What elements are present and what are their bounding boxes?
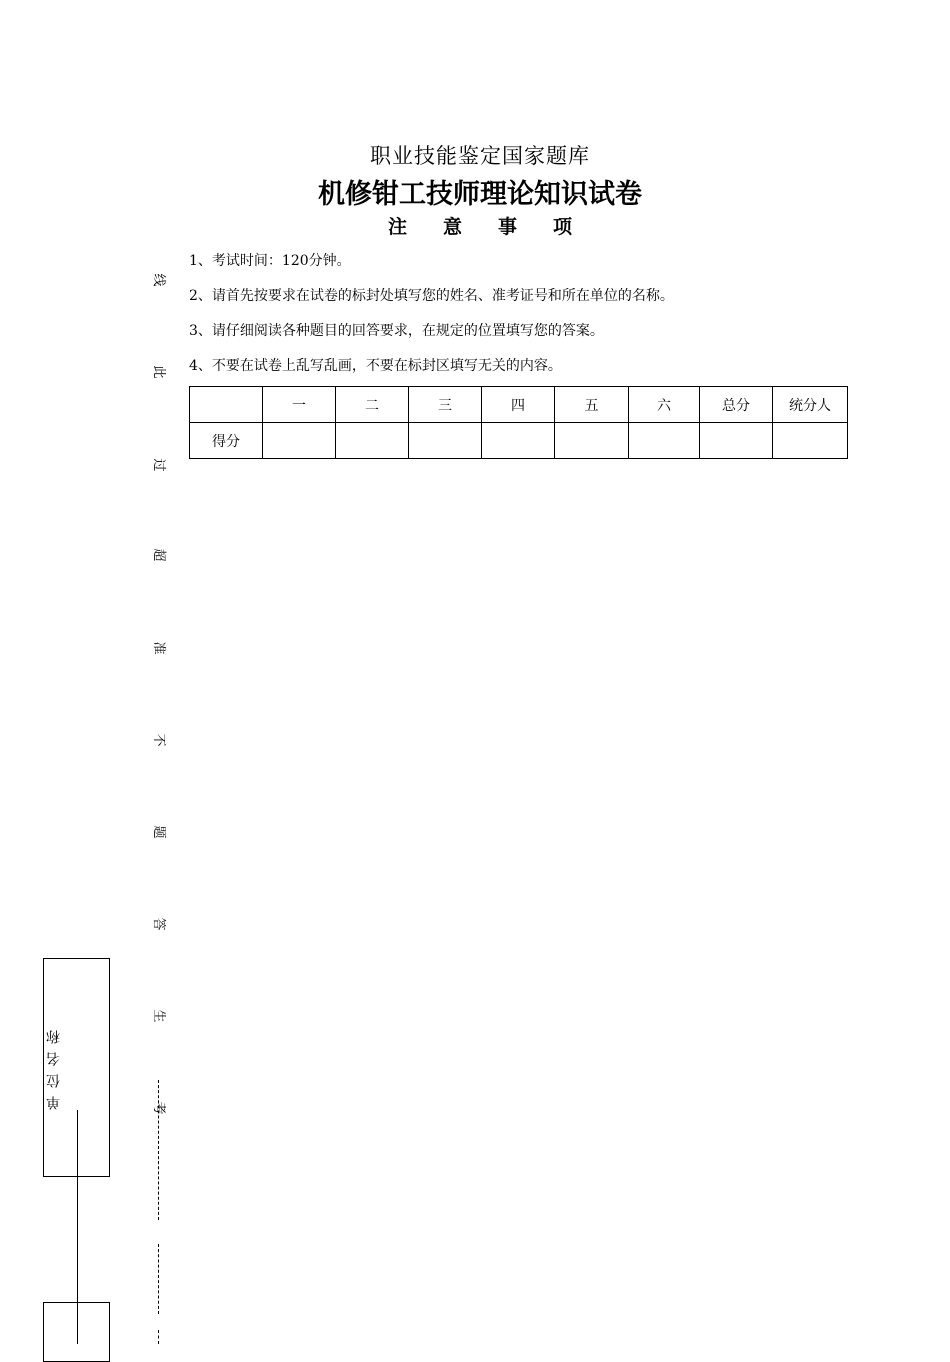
margin-char: 过 <box>151 458 166 472</box>
score-table-score-row <box>190 423 848 459</box>
seal-dashed-line <box>158 1244 159 1314</box>
seal-dashed-line <box>158 1080 159 1220</box>
score-table-header-cell: 三 <box>409 387 482 423</box>
instruction-item: 3、请仔细阅读各种题目的回答要求，在规定的位置填写您的答案。 <box>189 323 604 339</box>
score-cell[interactable] <box>263 423 336 459</box>
seal-dashed-line <box>158 1330 159 1344</box>
margin-char: 此 <box>151 365 166 379</box>
score-cell[interactable] <box>700 423 773 459</box>
margin-char: 线 <box>151 273 166 287</box>
score-table-header-cell: 一 <box>263 387 336 423</box>
score-table-header-row <box>190 387 848 423</box>
score-table-header-cell: 二 <box>336 387 409 423</box>
exam-bank-subtitle: 职业技能鉴定国家题库 <box>370 144 590 168</box>
instructions-list <box>189 251 869 391</box>
score-cell[interactable] <box>482 423 555 459</box>
instruction-item: 2、请首先按要求在试卷的标封处填写您的姓名、准考证号和所在单位的名称。 <box>189 288 674 304</box>
score-table-header-cell <box>190 387 263 423</box>
score-table-header-cell: 五 <box>555 387 629 423</box>
score-cell[interactable] <box>629 423 700 459</box>
unit-name-label: 单位名称 <box>46 1022 62 1110</box>
instruction-item: 1、考试时间：120分钟。 <box>189 253 351 269</box>
margin-char: 超 <box>151 548 166 562</box>
score-table-header-cell: 六 <box>629 387 700 423</box>
score-cell[interactable] <box>409 423 482 459</box>
instruction-item: 4、不要在试卷上乱写乱画，不要在标封区填写无关的内容。 <box>189 358 562 374</box>
score-cell[interactable] <box>773 423 848 459</box>
score-table-header-cell: 统分人 <box>773 387 848 423</box>
margin-char: 考 <box>151 1101 166 1115</box>
score-cell[interactable] <box>336 423 409 459</box>
score-cell[interactable] <box>555 423 629 459</box>
notice-heading: 注意事项 <box>387 216 608 238</box>
candidate-info-box <box>43 1302 110 1362</box>
margin-char: 生 <box>151 1009 166 1023</box>
margin-char: 准 <box>151 641 166 655</box>
exam-title: 机修钳工技师理论知识试卷 <box>318 179 642 210</box>
margin-char: 题 <box>151 825 166 839</box>
margin-char: 答 <box>151 917 166 931</box>
score-table-header-cell: 四 <box>482 387 555 423</box>
score-row-label: 得分 <box>190 423 263 459</box>
margin-char: 不 <box>151 733 166 747</box>
score-table <box>189 386 848 459</box>
score-table-header-cell: 总分 <box>700 387 773 423</box>
